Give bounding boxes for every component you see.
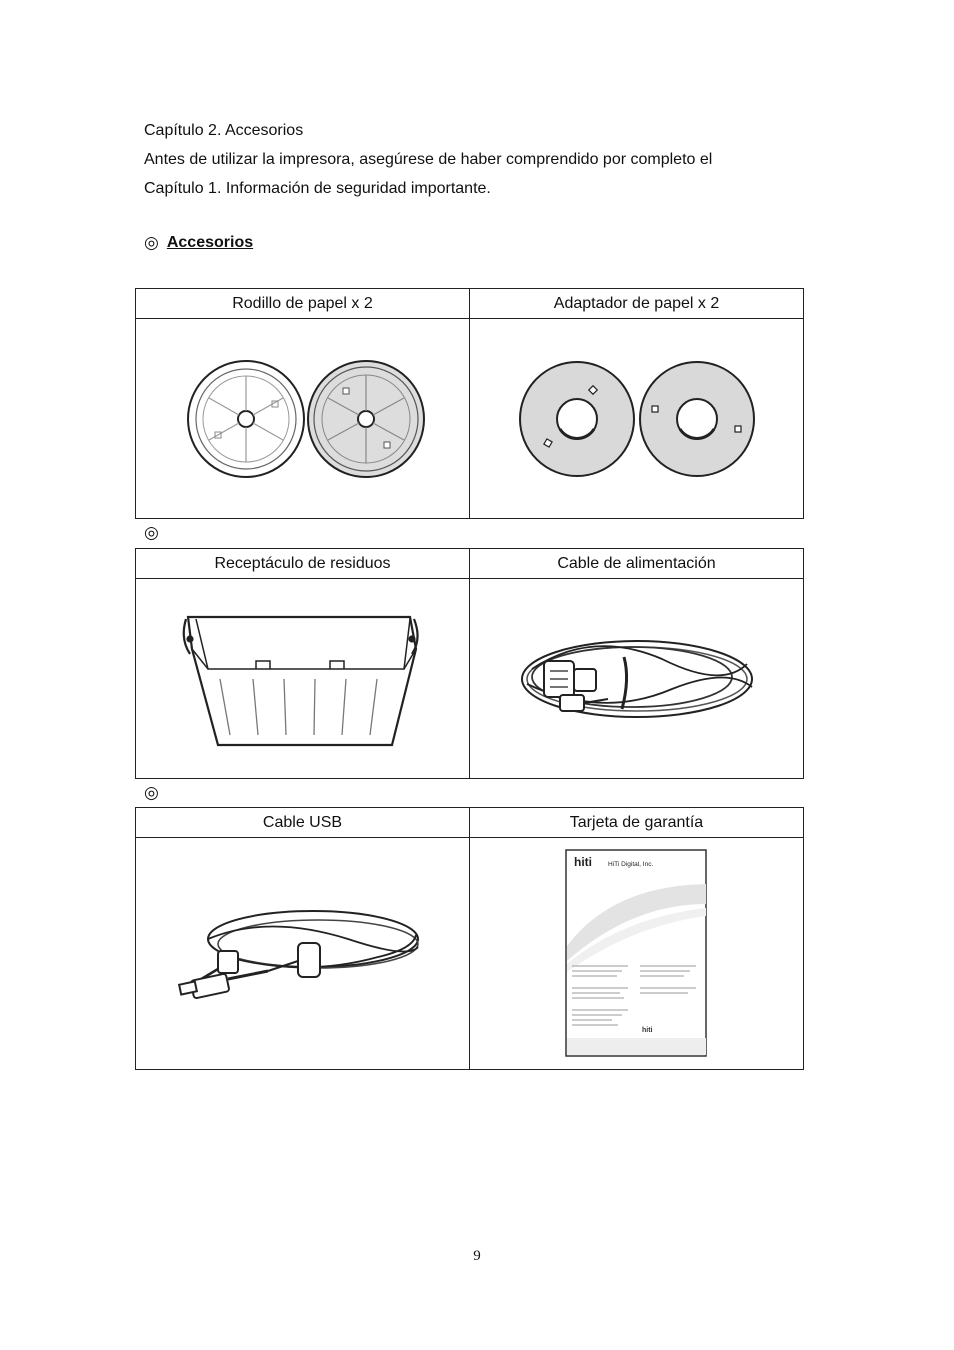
circle-marker-icon: ◎ xyxy=(144,233,159,252)
accessories-table-3 xyxy=(135,807,804,1070)
accessories-table-1 xyxy=(135,288,804,519)
intro-line: Capítulo 1. Información de seguridad importante. xyxy=(144,180,491,197)
power-cable-icon xyxy=(512,619,762,739)
item-label: Receptáculo de residuos xyxy=(136,549,470,579)
warranty-card-cell xyxy=(470,838,804,1070)
paper-roller-cell xyxy=(136,319,470,519)
section-heading xyxy=(144,233,253,253)
item-label: Tarjeta de garantía xyxy=(470,808,804,838)
item-label: Cable de alimentación xyxy=(470,549,804,579)
circle-marker-icon: ◎ xyxy=(144,523,159,542)
card-brand: hiti xyxy=(573,855,592,869)
page-number: 9 xyxy=(473,1248,481,1264)
section-title: Accesorios xyxy=(166,234,254,251)
intro-line: Antes de utilizar la impresora, asegúrese de haber comprendido por completo el xyxy=(144,151,713,168)
power-cable-cell xyxy=(470,579,804,779)
card-footer-brand: hiti xyxy=(641,1027,652,1034)
warranty-card-icon xyxy=(562,846,712,1061)
paper-roller-icon xyxy=(173,354,433,484)
accessories-table-2 xyxy=(135,548,804,779)
item-label: Adaptador de papel x 2 xyxy=(470,289,804,319)
item-label: Cable USB xyxy=(136,808,470,838)
chapter-title: Capítulo 2. Accesorios xyxy=(144,122,304,139)
circle-marker-icon: ◎ xyxy=(144,783,159,802)
item-label: Rodillo de papel x 2 xyxy=(136,289,470,319)
waste-bin-icon xyxy=(178,609,428,749)
waste-bin-cell xyxy=(136,579,470,779)
usb-cable-cell xyxy=(136,838,470,1070)
paper-adapter-cell xyxy=(470,319,804,519)
usb-cable-icon xyxy=(178,899,428,1009)
intro-text xyxy=(144,116,712,203)
paper-adapter-icon xyxy=(512,354,762,484)
card-company: HiTi Digital, Inc. xyxy=(607,861,653,868)
